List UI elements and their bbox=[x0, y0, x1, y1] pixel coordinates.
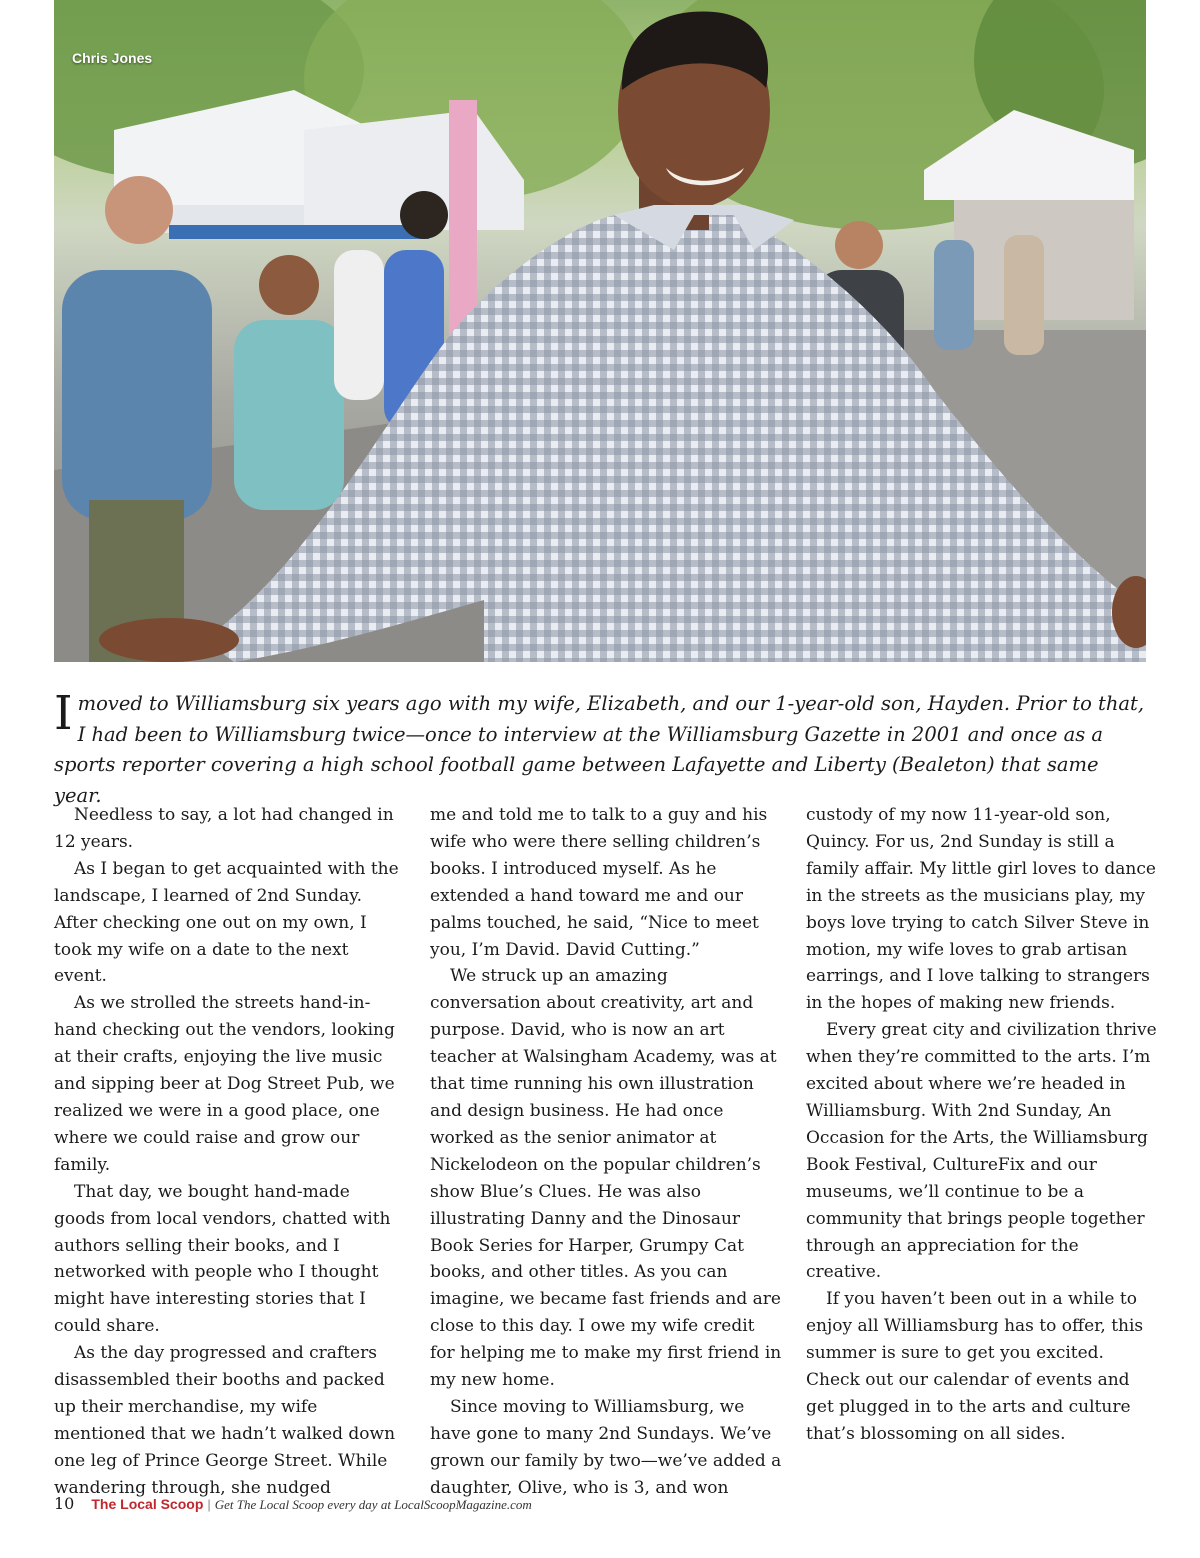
intro-deck-text: moved to Williamsburg six years ago with my wife, Elizabeth, and our 1-year-old son, Hayden. Prior to that, I had been to Williamsburg twice—once to interview at the Williamsburg Gazette in 2001 and once as a sports reporter covering a high school football game between Lafayette and Liberty (Bealeton) that same year. bbox=[54, 692, 1145, 807]
footer-separator: | bbox=[207, 1497, 211, 1512]
hero-photo bbox=[54, 0, 1146, 662]
magazine-brand: The Local Scoop bbox=[91, 1496, 204, 1512]
paragraph: We struck up an amazing conversation about creativity, art and purpose. David, who is now an art teacher at Walsingham Academy, was at that time running his own illustration and design business. He had once worked as the senior animator at Nickelodeon on the popular children’s show Blue’s Clues. He was also illustrating Danny and the Dinosaur Book Series for Harper, Grumpy Cat books, and other titles. As you can imagine, we became fast friends and are close to this day. I owe my wife credit for helping me to make my first friend in my new home. bbox=[430, 966, 782, 1391]
article-column-2 bbox=[430, 802, 782, 1502]
paragraph: Needless to say, a lot had changed in 12 years. bbox=[54, 805, 394, 852]
paragraph: As I began to get acquainted with the landscape, I learned of 2nd Sunday. After checking one out on my own, I took my wife on a date to the next event. bbox=[54, 858, 399, 987]
paragraph-continuation: custody of my now 11-year-old son, Quincy. For us, 2nd Sunday is still a family affair. My little girl loves to dance in the streets as the musicians play, my boys love trying to catch Silver Steve in motion, my wife loves to grab artisan earrings, and I love talking to strangers in the hopes of making new friends. bbox=[806, 805, 1156, 1014]
article-column-1 bbox=[54, 802, 406, 1502]
paragraph: Since moving to Williamsburg, we have gone to many 2nd Sundays. We’ve grown our family by two—we’ve added a daughter, Olive, who is 3, and won bbox=[430, 1396, 782, 1498]
hero-photo-illustration bbox=[54, 0, 1146, 662]
paragraph: If you haven’t been out in a while to enjoy all Williamsburg has to offer, this summer is sure to get you excited. Check out our calendar of events and get plugged in to the arts and culture that’s blossoming on all sides. bbox=[806, 1289, 1144, 1444]
paragraph: That day, we bought hand-made goods from local vendors, chatted with authors selling their books, and I networked with people who I thought might have interesting stories that I could share. bbox=[54, 1181, 391, 1337]
paragraph-continuation: me and told me to talk to a guy and his wife who were there selling children’s books. I introduced myself. As he extended a hand toward me and our palms touched, he said, “Nice to meet you, I’m David. David Cutting.” bbox=[430, 805, 768, 960]
footer-tagline: Get The Local Scoop every day at LocalScoopMagazine.com bbox=[214, 1497, 532, 1512]
paragraph: As the day progressed and crafters disassembled their booths and packed up their merchandise, my wife mentioned that we hadn’t walked down one leg of Prince George Street. While wandering through, she nudged bbox=[54, 1343, 396, 1498]
photo-credit: Chris Jones bbox=[72, 50, 153, 66]
drop-cap: I bbox=[54, 686, 73, 741]
page-footer bbox=[54, 1494, 532, 1516]
article-column-3 bbox=[806, 802, 1158, 1448]
intro-deck bbox=[54, 686, 1146, 811]
page-number: 10 bbox=[54, 1494, 75, 1513]
paragraph: As we strolled the streets hand-in-hand checking out the vendors, looking at their crafts, enjoying the live music and sipping beer at Dog Street Pub, we realized we were in a good place, one where we could raise and grow our family. bbox=[54, 993, 395, 1175]
paragraph: Every great city and civilization thrive when they’re committed to the arts. I’m excited about where we’re headed in Williamsburg. With 2nd Sunday, An Occasion for the Arts, the Williamsburg Book Festival, CultureFix and our museums, we’ll continue to be a community that brings people together through an appreciation for the creative. bbox=[806, 1020, 1157, 1283]
